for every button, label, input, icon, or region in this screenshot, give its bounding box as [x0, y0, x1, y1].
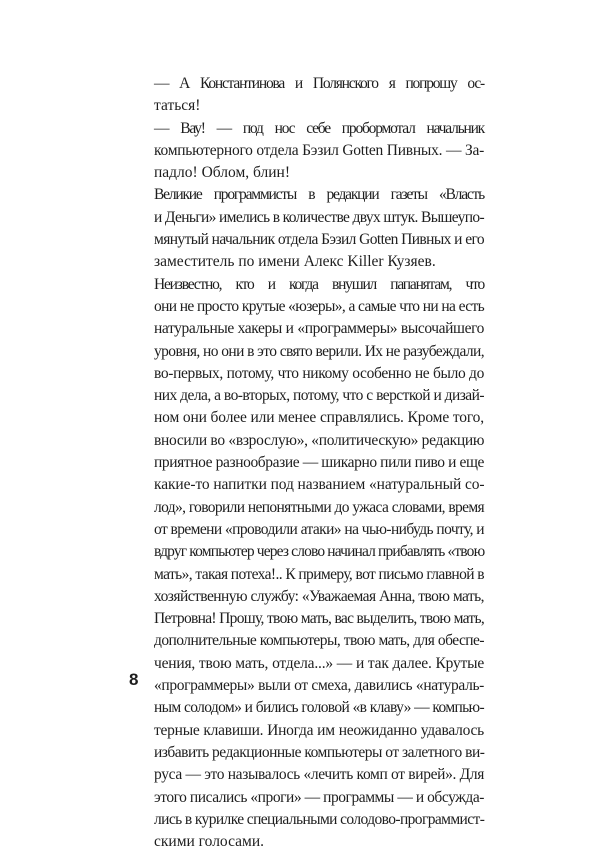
text-line: во-первых, потому, что никому особенно не было до	[154, 364, 484, 382]
text-line: уровня, но они в это свято верили. Их не разубеждали,	[154, 342, 484, 360]
text-line: они не просто крутые «юзеры», а самые что ни на есть	[154, 297, 484, 315]
paragraph	[132, 184, 484, 273]
text-line: них дела, а во-вторых, потому, что с версткой и дизай-	[154, 387, 484, 405]
text-line: компьютерного отдела Бэзил Gotten Пивных. — За-	[154, 141, 484, 159]
text-line: руса — это называлось «лечить комп от вирей». Для	[154, 766, 484, 784]
text-line: избавить редакционные компьютеры от залетного ви-	[154, 743, 485, 761]
page-body-text	[132, 73, 484, 853]
text-line: чения, твою мать, отдела...» — и так далее. Крутые	[154, 654, 484, 672]
text-line: терные клавиши. Иногда им неожиданно удавалось	[154, 721, 484, 739]
text-line: хозяйственную службу: «Уважаемая Анна, твою мать,	[154, 587, 484, 605]
text-line: натуральные хакеры и «программеры» высочайшего	[154, 320, 484, 338]
text-line: падло! Облом, блин!	[154, 164, 291, 182]
text-line: этого писались «проги» — программы — и обсужда-	[154, 788, 484, 806]
text-line: таться!	[154, 97, 201, 115]
paragraph	[132, 73, 484, 118]
text-line: вдруг компьютер через слово начинал прибавлять «твою	[154, 543, 485, 561]
text-line: какие-то напитки под названием «натуральный со-	[154, 476, 485, 494]
text-line: лись в курилке специальными солодово-программист-	[154, 810, 485, 828]
text-line: мать», такая потеха!.. К примеру, вот письмо главной в	[154, 565, 484, 583]
text-line: вносили во «взрослую», «политическую» редакцию	[154, 431, 485, 449]
paragraph	[132, 274, 484, 853]
text-line: заместитель по имени Алекс Killer Кузяев.	[154, 253, 436, 271]
text-line: и Деньги» имелись в количестве двух штук. Вышеупо-	[154, 208, 484, 226]
text-line: Неизвестно, кто и когда внушил папанятам, что	[154, 275, 484, 293]
page-number: 8	[129, 670, 139, 689]
text-line: дополнительные компьютеры, твою мать, для обеспе-	[154, 632, 484, 650]
text-line: ном они более или менее справлялись. Кроме того,	[154, 409, 484, 427]
text-line: ным солодом» и бились головой «в клаву» — компью-	[154, 699, 484, 717]
text-line: от времени «проводили атаки» на чью-нибудь почту, и	[154, 520, 484, 538]
text-line: Петровна! Прошу, твою мать, вас выделить, твою мать,	[154, 610, 484, 628]
text-line: «программеры» выли от смеха, давились «натураль-	[154, 677, 484, 695]
paragraph	[132, 118, 484, 185]
text-line: — А Константинова и Полянского я попрошу ос-	[154, 75, 484, 92]
text-line: скими голосами.	[154, 833, 264, 851]
text-line: мянутый начальник отдела Бэзил Gotten Пивных и его	[154, 231, 484, 249]
text-line: — Вау! — под нос себе пробормотал начальник	[154, 119, 484, 137]
text-line: Великие программисты в редакции газеты «Власть	[154, 186, 484, 204]
text-line: приятное разнообразие — шикарно пили пиво и еще	[154, 454, 484, 472]
text-line: лод», говорили непонятными до ужаса словами, время	[154, 498, 484, 516]
